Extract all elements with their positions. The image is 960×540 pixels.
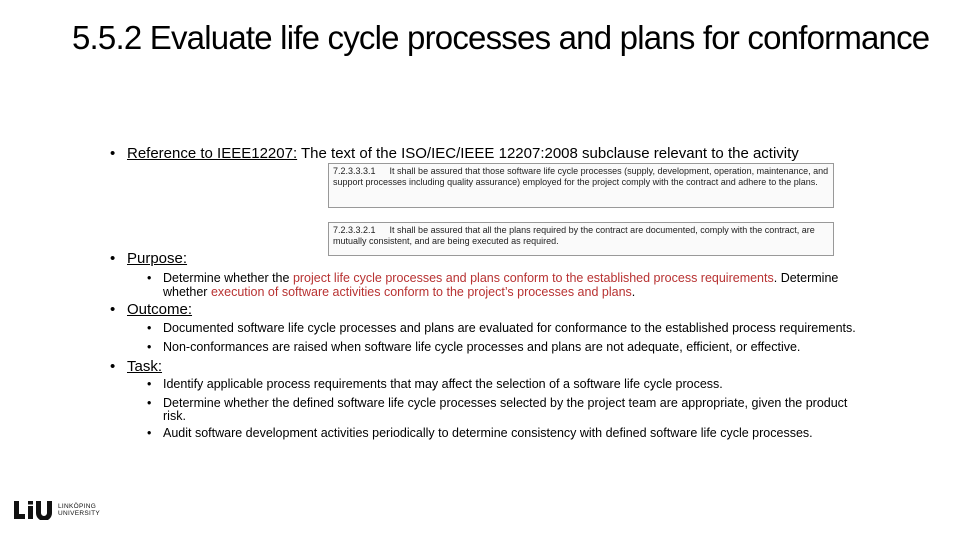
bullet-dot: • [147,271,152,285]
bullet-dot: • [147,377,152,391]
bullet-dot: • [147,340,152,354]
purpose-line-1 [163,271,838,285]
logo-line: UNIVERSITY [58,510,101,517]
outcome-item: Documented software life cycle processes and plans are evaluated for conformance to the established process requirements. [163,321,856,335]
task-item: Determine whether the defined software life cycle processes selected by the project team are appropriate, given the product [163,396,848,410]
reference-text: The text of the ISO/IEC/IEEE 12207:2008 subclause relevant to the activity [297,145,799,162]
quote-number: 7.2.3.3.3.1 [333,166,376,176]
purpose-label: Purpose: [127,250,188,267]
logo-line: LINKÖPING [58,503,97,510]
task-label: Task: [127,358,163,375]
outcome-label: Outcome: [127,301,193,318]
university-logo [14,500,100,520]
bullet-dot: • [110,358,116,375]
slide-title: 5.5.2 Evaluate life cycle processes and plans for conformance [72,19,930,56]
reference-label: Reference to IEEE12207: [127,145,298,162]
task-item-continuation: risk. [163,409,186,423]
quote-box-2 [328,222,834,256]
purpose-highlight: execution of software activities conform to the project’s processes and plans [210,285,632,299]
task-item: Audit software development activities periodically to determine consistency with defined software life cycle processes. [163,426,813,440]
bullet-dot: • [147,321,152,335]
quote-text: It shall be assured that those software life cycle processes (supply, development, operation, maintenance, and support processes including quality assurance) employed for the project comply with the contract and adhere to the plans. [333,166,829,187]
bullet-dot: • [110,301,116,318]
liu-logo-icon [14,500,54,520]
quote-box-1 [328,163,834,208]
purpose-text: whether [163,285,211,299]
bullet-dot: • [147,396,152,410]
quote-number: 7.2.3.3.2.1 [333,225,376,235]
reference-line [127,145,799,163]
quote-text: It shall be assured that all the plans required by the contract are documented, comply with the contract, are mutually consistent, and are being executed as required. [333,225,815,246]
bullet-dot: • [110,145,116,162]
logo-text [58,503,100,517]
bullet-dot: • [147,426,152,440]
task-item: Identify applicable process requirements that may affect the selection of a software life cycle process. [163,377,723,391]
purpose-text: . Determine [773,271,839,285]
purpose-highlight: project life cycle processes and plans conform to the established process requirements [292,271,774,285]
bullet-dot: • [110,250,116,267]
outcome-item: Non-conformances are raised when software life cycle processes and plans are not adequate, efficient, or effective. [163,340,801,354]
purpose-text: . [631,285,636,299]
purpose-text: Determine whether the [163,271,293,285]
purpose-line-2 [163,285,635,299]
